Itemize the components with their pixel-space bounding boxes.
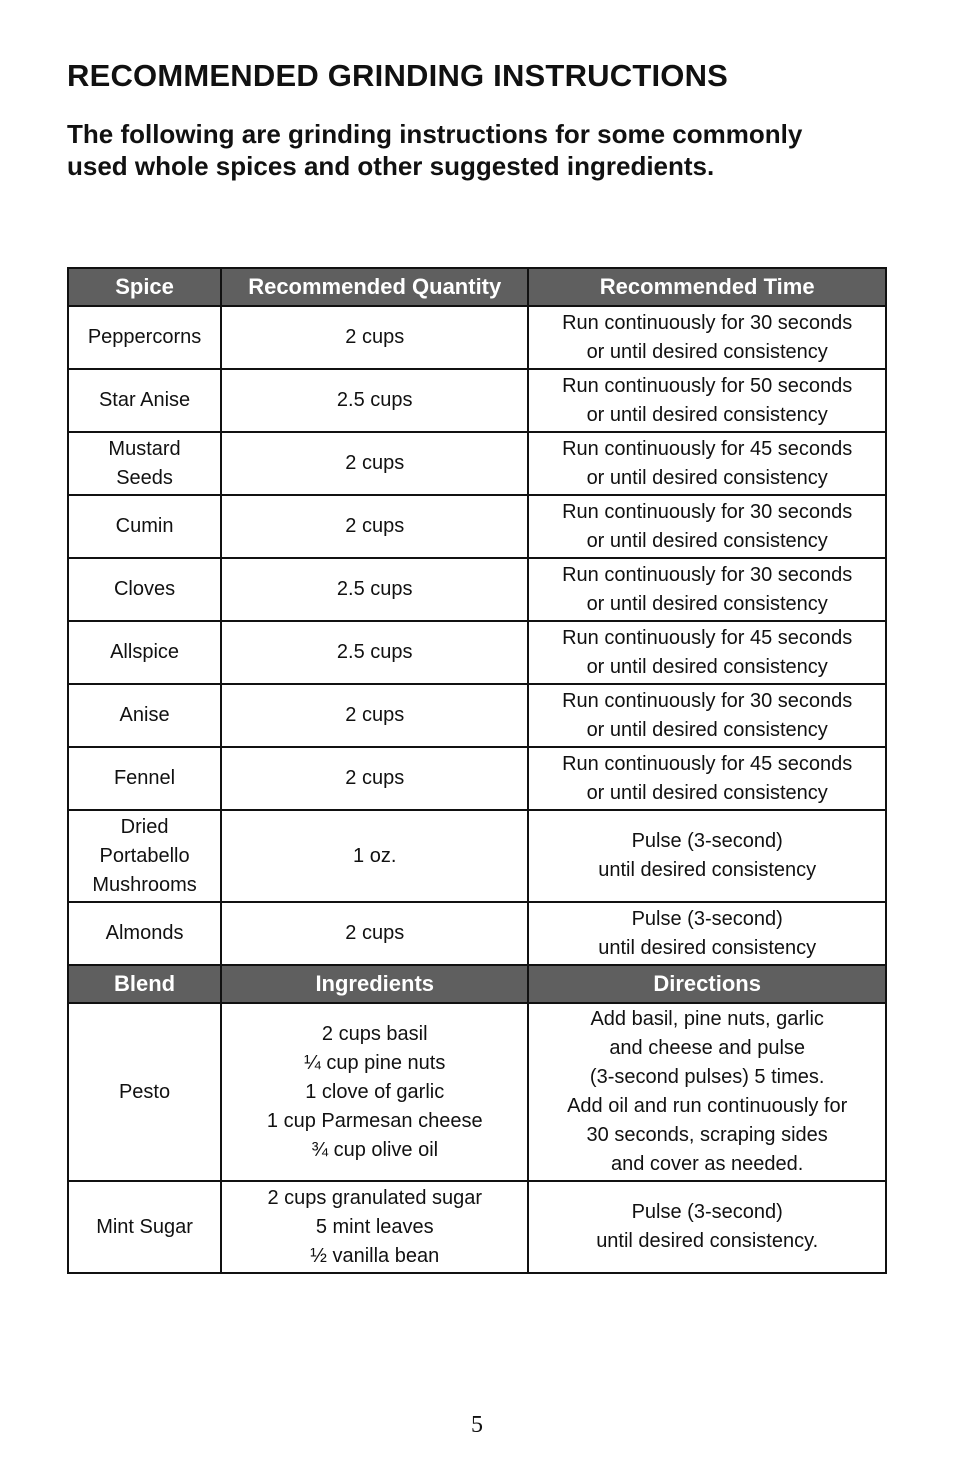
spice-name: Cloves <box>68 558 221 621</box>
table-row <box>68 495 886 558</box>
grinding-table <box>67 267 887 1274</box>
spice-name: Mustard Seeds <box>68 432 221 495</box>
header-recommended-quantity: Recommended Quantity <box>221 268 528 306</box>
table-row <box>68 747 886 810</box>
table-row <box>68 621 886 684</box>
spice-name: Dried Portabello Mushrooms <box>68 810 221 902</box>
spice-quantity: 2 cups <box>221 747 528 810</box>
spice-time: Run continuously for 30 seconds or until desired consistency <box>528 495 886 558</box>
table-row <box>68 558 886 621</box>
blend-header-row <box>68 965 886 1003</box>
spice-name: Peppercorns <box>68 306 221 369</box>
table-row <box>68 684 886 747</box>
spice-time: Run continuously for 45 seconds or until desired consistency <box>528 747 886 810</box>
spice-name: Allspice <box>68 621 221 684</box>
table-row <box>68 306 886 369</box>
page-title: RECOMMENDED GRINDING INSTRUCTIONS <box>67 58 729 93</box>
header-recommended-time: Recommended Time <box>528 268 886 306</box>
spice-name: Almonds <box>68 902 221 965</box>
blend-name: Mint Sugar <box>68 1181 221 1273</box>
spice-name: Cumin <box>68 495 221 558</box>
spice-time: Run continuously for 50 seconds or until desired consistency <box>528 369 886 432</box>
header-ingredients: Ingredients <box>221 965 528 1003</box>
header-directions: Directions <box>528 965 886 1003</box>
spice-name: Fennel <box>68 747 221 810</box>
spice-time: Run continuously for 30 seconds or until desired consistency <box>528 684 886 747</box>
spice-time: Run continuously for 45 seconds or until desired consistency <box>528 621 886 684</box>
blend-directions: Add basil, pine nuts, garlic and cheese and pulse (3-second pulses) 5 times. Add oil and run continuously for 30 seconds, scraping sides and cover as needed. <box>528 1003 886 1181</box>
spice-time: Pulse (3-second) until desired consistency <box>528 902 886 965</box>
spice-quantity: 2 cups <box>221 432 528 495</box>
spice-time: Run continuously for 30 seconds or until desired consistency <box>528 306 886 369</box>
spice-time: Pulse (3-second) until desired consistency <box>528 810 886 902</box>
spice-time: Run continuously for 45 seconds or until desired consistency <box>528 432 886 495</box>
spice-quantity: 2.5 cups <box>221 558 528 621</box>
spice-quantity: 2 cups <box>221 306 528 369</box>
spice-quantity: 2.5 cups <box>221 369 528 432</box>
table-row <box>68 1181 886 1273</box>
intro-paragraph: The following are grinding instructions for some commonly used whole spices and other suggested ingredients. <box>67 119 803 181</box>
spice-time: Run continuously for 30 seconds or until desired consistency <box>528 558 886 621</box>
spice-quantity: 2 cups <box>221 902 528 965</box>
page-number: 5 <box>471 1412 483 1438</box>
header-blend: Blend <box>68 965 221 1003</box>
spice-quantity: 2 cups <box>221 684 528 747</box>
blend-ingredients: 2 cups basil ¼ cup pine nuts 1 clove of garlic 1 cup Parmesan cheese ¾ cup olive oil <box>221 1003 528 1181</box>
spice-quantity: 2 cups <box>221 495 528 558</box>
blend-directions: Pulse (3-second) until desired consistency. <box>528 1181 886 1273</box>
spice-quantity: 2.5 cups <box>221 621 528 684</box>
table-row <box>68 369 886 432</box>
blend-name: Pesto <box>68 1003 221 1181</box>
spice-name: Star Anise <box>68 369 221 432</box>
spice-header-row <box>68 268 886 306</box>
table-row <box>68 902 886 965</box>
spice-quantity: 1 oz. <box>221 810 528 902</box>
blend-ingredients: 2 cups granulated sugar 5 mint leaves ½ vanilla bean <box>221 1181 528 1273</box>
table-row <box>68 810 886 902</box>
table-row <box>68 432 886 495</box>
table-row <box>68 1003 886 1181</box>
header-spice: Spice <box>68 268 221 306</box>
spice-name: Anise <box>68 684 221 747</box>
